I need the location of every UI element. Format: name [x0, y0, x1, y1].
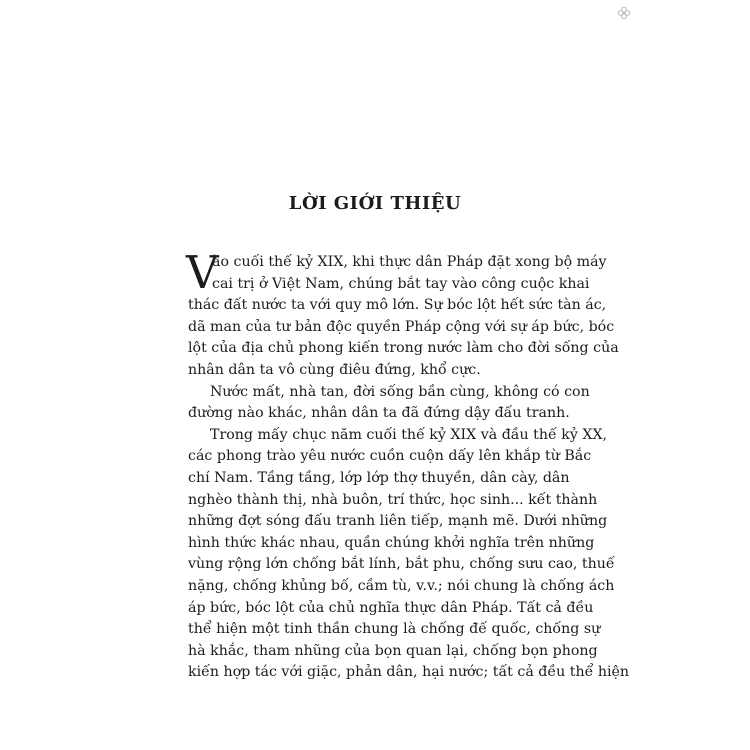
flower-icon: [617, 6, 631, 20]
text-line: kiến hợp tác với giặc, phản dân, hại nước; tất cả đều thể hiện: [188, 664, 630, 681]
text-line: lột của địa chủ phong kiến trong nước làm cho đời sống của: [188, 340, 619, 357]
text-line: chí Nam. Tầng tầng, lớp lớp thợ thuyền, dân cày, dân: [188, 469, 570, 486]
text-line: Trong mấy chục năm cuối thế kỷ XIX và đầu thế kỷ XX,: [210, 426, 608, 443]
text-line: hà khắc, tham nhũng của bọn quan lại, chống bọn phong: [188, 642, 598, 659]
text-line: các phong trào yêu nước cuồn cuộn dấy lên khắp từ Bắc: [188, 448, 592, 465]
paragraph: [186, 246, 619, 382]
text-line: vùng rộng lớn chống bắt lính, bắt phu, chống sưu cao, thuế: [188, 556, 615, 573]
text-line: áp bức, bóc lột của chủ nghĩa thực dân Pháp. Tất cả đều: [188, 599, 594, 616]
text-line: cai trị ở Việt Nam, chúng bắt tay vào công cuộc khai: [212, 275, 590, 292]
text-line: đường nào khác, nhân dân ta đã đứng dậy đấu tranh.: [188, 405, 570, 422]
text-line: Nước mất, nhà tan, đời sống bần cùng, không có con: [210, 383, 590, 400]
text-line: thác đất nước ta với quy mô lớn. Sự bóc lột hết sức tàn ác,: [188, 297, 607, 314]
text-line: thể hiện một tinh thần chung là chống đế quốc, chống sự: [188, 621, 601, 638]
text-line: hình thức khác nhau, quần chúng khởi nghĩa trên những: [188, 534, 595, 551]
text-line: dã man của tư bản độc quyền Pháp cộng với sự áp bức, bóc: [188, 318, 615, 335]
paragraph: [188, 425, 630, 684]
text-line: nhân dân ta vô cùng điêu đứng, khổ cực.: [188, 361, 481, 378]
drop-cap: V: [186, 246, 219, 299]
paragraph: [188, 382, 590, 425]
text-line: ào cuối thế kỷ XIX, khi thực dân Pháp đặt xong bộ máy: [212, 254, 607, 270]
text-line: những đợt sóng đấu tranh liên tiếp, mạnh mẽ. Dưới những: [188, 513, 608, 530]
body-text: [186, 246, 630, 684]
page-title: LỜI GIỚI THIỆU: [288, 193, 462, 214]
text-line: nặng, chống khủng bố, cầm tù, v.v.; nói chung là chống ách: [188, 577, 615, 594]
text-line: nghèo thành thị, nhà buôn, trí thức, học sinh... kết thành: [188, 491, 598, 508]
